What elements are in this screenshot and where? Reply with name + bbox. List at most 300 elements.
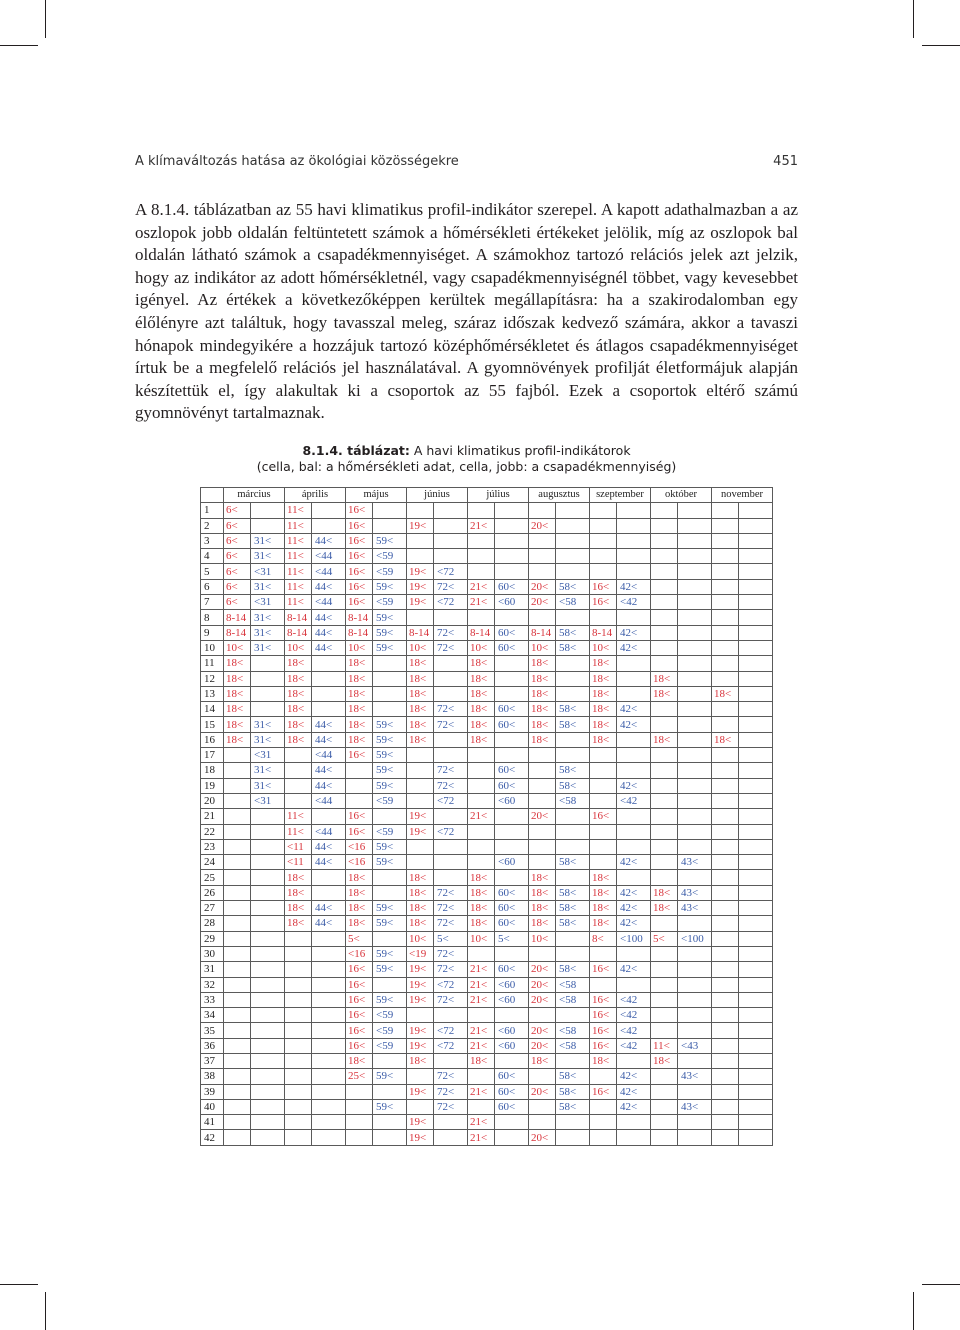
precipitation-cell: 59<	[373, 778, 407, 793]
temperature-cell	[712, 1069, 739, 1084]
temperature-cell: 18<	[285, 717, 312, 732]
table-caption	[135, 443, 798, 475]
precipitation-cell: 31<	[251, 625, 285, 640]
temperature-cell	[651, 977, 678, 992]
precipitation-cell	[434, 1115, 468, 1130]
precipitation-cell	[556, 732, 590, 747]
temperature-cell	[285, 1084, 312, 1099]
table-row	[201, 686, 773, 701]
precipitation-cell	[373, 503, 407, 518]
temperature-cell	[407, 748, 434, 763]
temperature-cell	[285, 748, 312, 763]
precipitation-cell	[312, 977, 346, 992]
precipitation-cell: 58<	[556, 640, 590, 655]
crop-mark	[913, 1292, 914, 1330]
temperature-cell	[468, 1069, 495, 1084]
temperature-cell	[651, 579, 678, 594]
temperature-cell	[712, 1084, 739, 1099]
temperature-cell	[529, 763, 556, 778]
temperature-cell: 18<	[346, 717, 373, 732]
temperature-cell	[407, 763, 434, 778]
temperature-cell: 18<	[346, 671, 373, 686]
precipitation-cell	[312, 962, 346, 977]
precipitation-cell: 58<	[556, 916, 590, 931]
precipitation-cell: <59	[373, 549, 407, 564]
temperature-cell: 18<	[590, 1053, 617, 1068]
temperature-cell	[651, 549, 678, 564]
temperature-cell	[224, 1008, 251, 1023]
caption-line-1	[135, 443, 798, 459]
precipitation-cell	[617, 748, 651, 763]
precipitation-cell	[312, 931, 346, 946]
precipitation-cell	[678, 579, 712, 594]
temperature-cell: 18<	[407, 732, 434, 747]
precipitation-cell	[251, 1115, 285, 1130]
precipitation-cell: <72	[434, 793, 468, 808]
precipitation-cell: 60<	[495, 1069, 529, 1084]
precipitation-cell	[739, 901, 773, 916]
temperature-cell	[224, 1038, 251, 1053]
precipitation-cell	[556, 931, 590, 946]
temperature-cell	[224, 992, 251, 1007]
temperature-cell	[590, 946, 617, 961]
precipitation-cell: <44	[312, 793, 346, 808]
precipitation-cell	[617, 809, 651, 824]
temperature-cell	[224, 809, 251, 824]
crop-mark	[913, 0, 914, 38]
temperature-cell	[712, 931, 739, 946]
temperature-cell	[651, 1130, 678, 1145]
temperature-cell	[712, 855, 739, 870]
precipitation-cell	[617, 946, 651, 961]
temperature-cell	[285, 946, 312, 961]
row-number: 10	[201, 640, 224, 655]
temperature-cell	[407, 549, 434, 564]
temperature-cell: 16<	[346, 748, 373, 763]
precipitation-cell	[251, 992, 285, 1007]
precipitation-cell	[434, 610, 468, 625]
precipitation-cell	[739, 946, 773, 961]
temperature-cell	[468, 503, 495, 518]
precipitation-cell: 5<	[434, 931, 468, 946]
precipitation-cell	[251, 656, 285, 671]
temperature-cell	[651, 610, 678, 625]
table-row	[201, 778, 773, 793]
temperature-cell	[468, 946, 495, 961]
precipitation-cell	[373, 1130, 407, 1145]
temperature-cell: 18<	[468, 702, 495, 717]
precipitation-cell: 44<	[312, 839, 346, 854]
precipitation-cell: <31	[251, 564, 285, 579]
row-number: 28	[201, 916, 224, 931]
temperature-cell	[651, 778, 678, 793]
temperature-cell: 19<	[407, 992, 434, 1007]
precipitation-cell	[739, 855, 773, 870]
temperature-cell	[712, 549, 739, 564]
temperature-cell	[529, 503, 556, 518]
precipitation-cell	[617, 763, 651, 778]
temperature-cell	[346, 1115, 373, 1130]
precipitation-cell	[495, 656, 529, 671]
temperature-cell: <16	[346, 839, 373, 854]
temperature-cell: 11<	[285, 595, 312, 610]
temperature-cell	[712, 1023, 739, 1038]
precipitation-cell	[739, 549, 773, 564]
row-number: 33	[201, 992, 224, 1007]
row-number: 9	[201, 625, 224, 640]
temperature-cell: 19<	[407, 595, 434, 610]
temperature-cell	[529, 564, 556, 579]
precipitation-cell: 42<	[617, 855, 651, 870]
row-number: 22	[201, 824, 224, 839]
temperature-cell: 8-14	[285, 625, 312, 640]
temperature-cell	[712, 518, 739, 533]
table-row	[201, 977, 773, 992]
precipitation-cell	[251, 977, 285, 992]
precipitation-cell	[739, 916, 773, 931]
precipitation-cell	[678, 946, 712, 961]
temperature-cell	[651, 518, 678, 533]
temperature-cell	[346, 1084, 373, 1099]
precipitation-cell	[739, 778, 773, 793]
precipitation-cell	[617, 686, 651, 701]
temperature-cell	[651, 656, 678, 671]
precipitation-cell	[251, 1099, 285, 1114]
precipitation-cell: 43<	[678, 901, 712, 916]
temperature-cell: 5<	[651, 931, 678, 946]
temperature-cell: 18<	[224, 671, 251, 686]
precipitation-cell	[739, 1130, 773, 1145]
precipitation-cell	[251, 1069, 285, 1084]
precipitation-cell: 42<	[617, 717, 651, 732]
caption-label: 8.1.4. táblázat:	[302, 443, 410, 458]
month-header: július	[468, 488, 529, 503]
table-row	[201, 824, 773, 839]
row-number: 1	[201, 503, 224, 518]
temperature-cell	[468, 839, 495, 854]
table-row	[201, 1069, 773, 1084]
month-header: augusztus	[529, 488, 590, 503]
precipitation-cell: <59	[373, 1038, 407, 1053]
precipitation-cell: 58<	[556, 855, 590, 870]
temperature-cell	[468, 793, 495, 808]
precipitation-cell: 72<	[434, 885, 468, 900]
precipitation-cell	[739, 870, 773, 885]
precipitation-cell	[312, 1115, 346, 1130]
temperature-cell	[712, 901, 739, 916]
temperature-cell: 8-14	[224, 610, 251, 625]
temperature-cell: 18<	[651, 885, 678, 900]
precipitation-cell	[312, 1053, 346, 1068]
crop-mark	[45, 0, 46, 38]
temperature-cell	[224, 977, 251, 992]
row-number: 7	[201, 595, 224, 610]
precipitation-cell: 58<	[556, 901, 590, 916]
temperature-cell	[651, 839, 678, 854]
temperature-cell: 21<	[468, 962, 495, 977]
table-row	[201, 809, 773, 824]
precipitation-cell	[678, 595, 712, 610]
table-row	[201, 1130, 773, 1145]
row-number: 11	[201, 656, 224, 671]
precipitation-cell	[678, 533, 712, 548]
precipitation-cell: 72<	[434, 579, 468, 594]
precipitation-cell: 5<	[495, 931, 529, 946]
temperature-cell	[224, 916, 251, 931]
temperature-cell: 20<	[529, 962, 556, 977]
precipitation-cell: 43<	[678, 885, 712, 900]
precipitation-cell	[312, 518, 346, 533]
precipitation-cell: 72<	[434, 962, 468, 977]
temperature-cell: 19<	[407, 1038, 434, 1053]
precipitation-cell: 31<	[251, 640, 285, 655]
precipitation-cell	[556, 686, 590, 701]
temperature-cell: 21<	[468, 595, 495, 610]
temperature-cell: 6<	[224, 579, 251, 594]
temperature-cell	[224, 763, 251, 778]
temperature-cell: 19<	[407, 824, 434, 839]
temperature-cell: 18<	[285, 686, 312, 701]
temperature-cell: 18<	[285, 870, 312, 885]
precipitation-cell	[251, 870, 285, 885]
temperature-cell	[590, 1115, 617, 1130]
precipitation-cell: 60<	[495, 579, 529, 594]
precipitation-cell: 59<	[373, 992, 407, 1007]
precipitation-cell	[678, 763, 712, 778]
precipitation-cell	[251, 962, 285, 977]
precipitation-cell: 42<	[617, 702, 651, 717]
table-row	[201, 579, 773, 594]
row-number: 19	[201, 778, 224, 793]
temperature-cell: 16<	[590, 809, 617, 824]
temperature-cell: 20<	[529, 1130, 556, 1145]
precipitation-cell	[251, 901, 285, 916]
temperature-cell	[712, 885, 739, 900]
precipitation-cell	[495, 1115, 529, 1130]
temperature-cell	[407, 793, 434, 808]
temperature-cell: 20<	[529, 977, 556, 992]
temperature-cell	[224, 962, 251, 977]
temperature-cell: 6<	[224, 533, 251, 548]
temperature-cell	[468, 1099, 495, 1114]
precipitation-cell: <42	[617, 1038, 651, 1053]
row-number: 41	[201, 1115, 224, 1130]
precipitation-cell	[312, 946, 346, 961]
temperature-cell	[224, 885, 251, 900]
precipitation-cell: 44<	[312, 610, 346, 625]
table-row	[201, 518, 773, 533]
precipitation-cell	[312, 702, 346, 717]
temperature-cell: 21<	[468, 992, 495, 1007]
precipitation-cell	[678, 640, 712, 655]
precipitation-cell	[434, 686, 468, 701]
precipitation-cell: <59	[373, 793, 407, 808]
temperature-cell	[590, 1130, 617, 1145]
precipitation-cell	[556, 610, 590, 625]
temperature-cell	[651, 503, 678, 518]
precipitation-cell	[495, 1130, 529, 1145]
indicator-table	[200, 487, 773, 1146]
temperature-cell: 18<	[529, 717, 556, 732]
table-row	[201, 855, 773, 870]
temperature-cell: 18<	[468, 686, 495, 701]
precipitation-cell	[739, 595, 773, 610]
temperature-cell: 20<	[529, 1038, 556, 1053]
temperature-cell	[651, 640, 678, 655]
table-row	[201, 503, 773, 518]
temperature-cell: 16<	[346, 595, 373, 610]
precipitation-cell: <44	[312, 824, 346, 839]
temperature-cell	[529, 855, 556, 870]
precipitation-cell	[678, 625, 712, 640]
temperature-cell: 18<	[468, 732, 495, 747]
precipitation-cell: <60	[495, 1023, 529, 1038]
temperature-cell: 11<	[651, 1038, 678, 1053]
precipitation-cell: <60	[495, 977, 529, 992]
precipitation-cell	[678, 503, 712, 518]
temperature-cell	[651, 748, 678, 763]
temperature-cell: 18<	[285, 702, 312, 717]
temperature-cell	[651, 1084, 678, 1099]
page-number: 451	[773, 154, 798, 169]
precipitation-cell: <72	[434, 824, 468, 839]
temperature-cell: 18<	[651, 1053, 678, 1068]
temperature-cell	[590, 1069, 617, 1084]
precipitation-cell: 72<	[434, 702, 468, 717]
temperature-cell	[712, 564, 739, 579]
precipitation-cell	[556, 503, 590, 518]
temperature-cell: 11<	[285, 579, 312, 594]
temperature-cell: 18<	[712, 686, 739, 701]
temperature-cell: 18<	[651, 732, 678, 747]
temperature-cell: 8-14	[407, 625, 434, 640]
temperature-cell	[224, 839, 251, 854]
temperature-cell: 18<	[590, 717, 617, 732]
temperature-cell	[651, 916, 678, 931]
precipitation-cell: 43<	[678, 1099, 712, 1114]
precipitation-cell	[739, 518, 773, 533]
temperature-cell: 18<	[285, 656, 312, 671]
temperature-cell: 18<	[590, 870, 617, 885]
temperature-cell	[224, 1053, 251, 1068]
temperature-cell	[407, 1099, 434, 1114]
precipitation-cell: <44	[312, 595, 346, 610]
temperature-cell	[651, 763, 678, 778]
temperature-cell	[224, 1084, 251, 1099]
precipitation-cell	[495, 1008, 529, 1023]
precipitation-cell	[312, 1008, 346, 1023]
precipitation-cell: 31<	[251, 533, 285, 548]
precipitation-cell	[495, 518, 529, 533]
precipitation-cell	[434, 518, 468, 533]
temperature-cell: 16<	[590, 1008, 617, 1023]
precipitation-cell	[434, 549, 468, 564]
precipitation-cell: 60<	[495, 916, 529, 931]
precipitation-cell	[739, 579, 773, 594]
temperature-cell	[590, 610, 617, 625]
temperature-cell	[712, 748, 739, 763]
temperature-cell	[712, 916, 739, 931]
month-header: november	[712, 488, 773, 503]
temperature-cell	[712, 717, 739, 732]
temperature-cell: 10<	[346, 640, 373, 655]
precipitation-cell: 59<	[373, 748, 407, 763]
precipitation-cell	[251, 946, 285, 961]
precipitation-cell: 58<	[556, 702, 590, 717]
precipitation-cell: 42<	[617, 885, 651, 900]
table-row	[201, 671, 773, 686]
temperature-cell: 18<	[529, 686, 556, 701]
temperature-cell	[407, 778, 434, 793]
precipitation-cell: 60<	[495, 1099, 529, 1114]
row-number: 21	[201, 809, 224, 824]
precipitation-cell	[678, 549, 712, 564]
temperature-cell	[407, 839, 434, 854]
row-number: 35	[201, 1023, 224, 1038]
precipitation-cell: 44<	[312, 732, 346, 747]
row-number: 20	[201, 793, 224, 808]
precipitation-cell	[678, 870, 712, 885]
temperature-cell	[468, 564, 495, 579]
temperature-cell	[712, 610, 739, 625]
precipitation-cell: 72<	[434, 1099, 468, 1114]
precipitation-cell	[251, 1084, 285, 1099]
row-number: 4	[201, 549, 224, 564]
temperature-cell: 19<	[407, 1130, 434, 1145]
precipitation-cell	[312, 1130, 346, 1145]
temperature-cell	[468, 763, 495, 778]
temperature-cell	[651, 595, 678, 610]
temperature-cell: <16	[346, 946, 373, 961]
row-number: 23	[201, 839, 224, 854]
precipitation-cell: 72<	[434, 992, 468, 1007]
precipitation-cell: 42<	[617, 778, 651, 793]
table-row	[201, 717, 773, 732]
temperature-cell	[224, 778, 251, 793]
precipitation-cell: <72	[434, 1023, 468, 1038]
temperature-cell: 18<	[346, 702, 373, 717]
temperature-cell	[712, 824, 739, 839]
precipitation-cell: <42	[617, 1023, 651, 1038]
precipitation-cell	[556, 518, 590, 533]
temperature-cell: 18<	[407, 702, 434, 717]
temperature-cell: 16<	[346, 503, 373, 518]
precipitation-cell: 59<	[373, 640, 407, 655]
precipitation-cell: 43<	[678, 855, 712, 870]
temperature-cell	[651, 1069, 678, 1084]
precipitation-cell: 44<	[312, 640, 346, 655]
temperature-cell: 18<	[651, 901, 678, 916]
precipitation-cell	[434, 870, 468, 885]
table-row	[201, 946, 773, 961]
precipitation-cell	[495, 686, 529, 701]
temperature-cell: 16<	[590, 1023, 617, 1038]
temperature-cell: 18<	[407, 870, 434, 885]
temperature-cell: 18<	[346, 732, 373, 747]
precipitation-cell	[739, 533, 773, 548]
precipitation-cell: 58<	[556, 763, 590, 778]
temperature-cell	[712, 778, 739, 793]
temperature-cell	[651, 793, 678, 808]
temperature-cell: 8-14	[346, 625, 373, 640]
temperature-cell: 21<	[468, 1115, 495, 1130]
precipitation-cell: <72	[434, 1038, 468, 1053]
precipitation-cell	[617, 870, 651, 885]
crop-mark	[0, 45, 38, 46]
temperature-cell: 6<	[224, 518, 251, 533]
temperature-cell: 21<	[468, 1084, 495, 1099]
precipitation-cell	[739, 503, 773, 518]
